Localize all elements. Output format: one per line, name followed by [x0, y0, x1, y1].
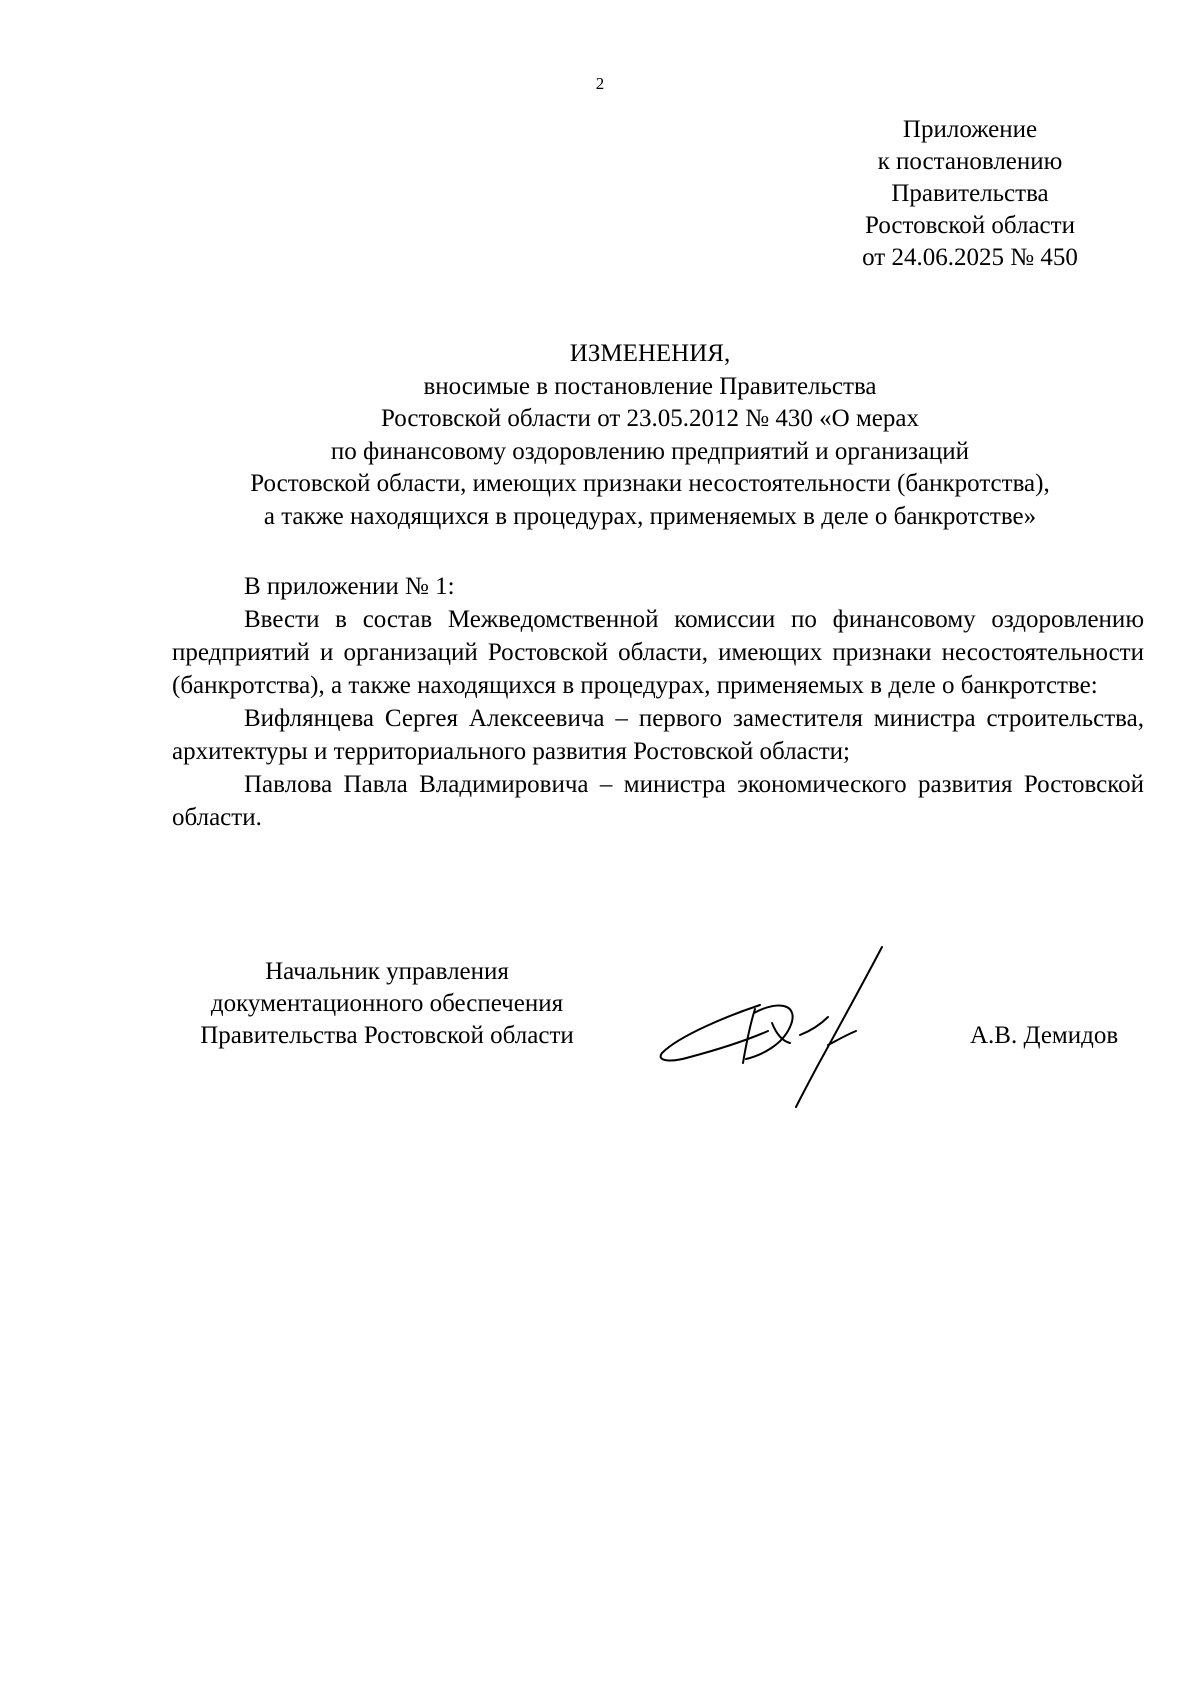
title-line: вносимые в постановление Правительства: [423, 372, 877, 400]
handwritten-signature: [650, 945, 950, 1125]
signatory-position: [172, 956, 612, 1052]
body-paragraph: Ввести в состав Межведомственной комиссии по финансовому оздоровлению предприятий и организаций Ростовской области, имеющих признаки несостоятельности (банкротства), а также находящихся в процедурах, применяемых в деле о банкротстве:: [172, 606, 1144, 699]
appendix-line: Ростовской области: [865, 212, 1075, 239]
document-body: [172, 570, 1144, 834]
appendix-line: от 24.06.2025 № 450: [862, 244, 1078, 271]
title-line: по финансовому оздоровлению предприятий и организаций: [330, 437, 970, 465]
signatory-position-line: Начальник управления: [265, 958, 509, 985]
body-intro: В приложении № 1:: [244, 573, 455, 600]
appendix-line: к постановлению: [877, 148, 1063, 175]
title-heading: ИЗМЕНЕНИЯ,: [569, 340, 731, 367]
title-line: Ростовской области от 23.05.2012 № 430 «О мерах: [381, 405, 919, 432]
signatory-name: А.В. Демидов: [970, 1022, 1119, 1049]
body-paragraph: Павлова Павла Владимировича – министра экономического развития Ростовской области.: [172, 771, 1144, 831]
signatory-position-line: Правительства Ростовской области: [200, 1022, 574, 1049]
appendix-line: Приложение: [902, 116, 1038, 143]
appendix-line: Правительства: [891, 180, 1049, 207]
document-title: [160, 338, 1140, 533]
title-line: Ростовской области, имеющих признаки несостоятельности (банкротства),: [250, 470, 1050, 497]
body-paragraph: Вифлянцева Сергея Алексеевича – первого заместителя министра строительства, архитектуры и территориального развития Ростовской области;: [172, 705, 1144, 765]
appendix-reference: [840, 114, 1100, 274]
signatory-position-line: документационного обеспечения: [210, 990, 564, 1017]
page-number: 2: [595, 74, 605, 93]
title-line: а также находящихся в процедурах, применяемых в деле о банкротстве»: [263, 502, 1037, 530]
